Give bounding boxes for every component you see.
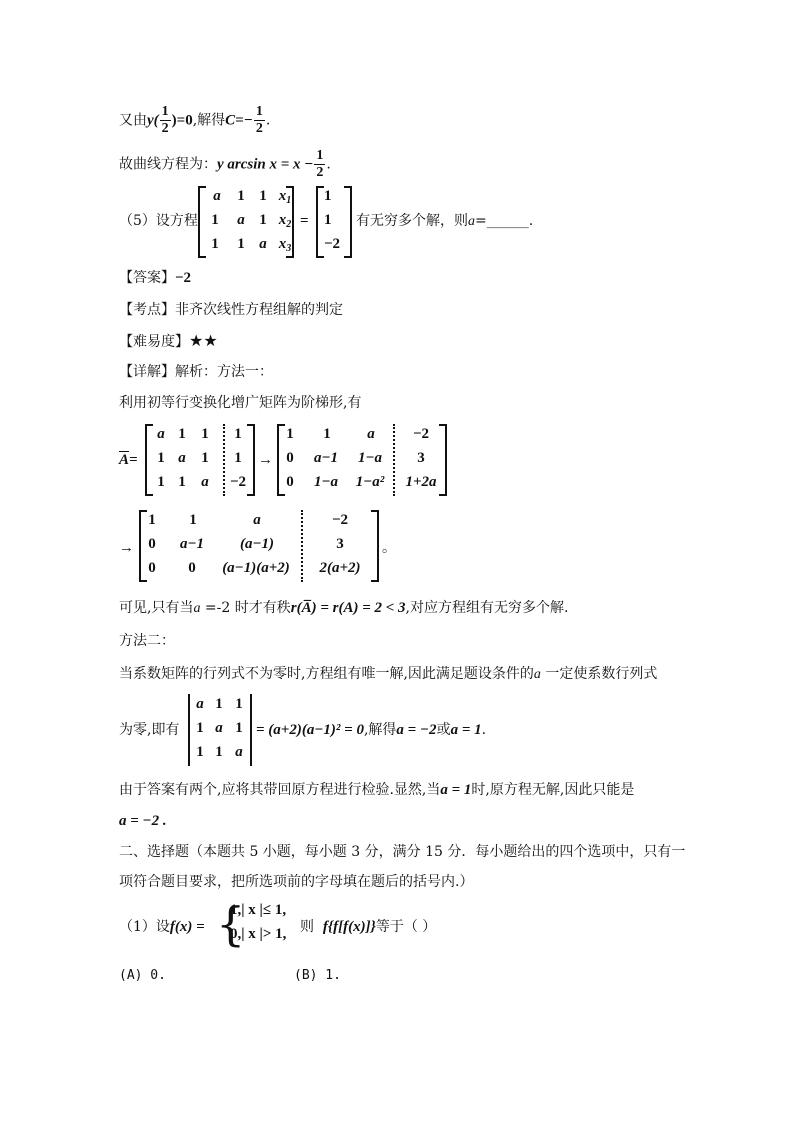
text: 故曲线方程为： bbox=[119, 156, 217, 173]
answer-line: 【答案】−2 bbox=[119, 270, 192, 286]
check-line-2: a = −2 . bbox=[119, 813, 167, 829]
math: y arcsin x = x − bbox=[217, 156, 314, 173]
conclusion-line: 可见,只有当a =-2 时才有秩r(A̅) = r(A) = 2 < 3,对应方程组有无穷多个解. bbox=[119, 600, 569, 616]
math: )=0 bbox=[171, 112, 193, 129]
math: C=− bbox=[225, 112, 253, 129]
option-a: (A) 0. bbox=[119, 968, 166, 983]
option-b: (B) 1. bbox=[294, 968, 341, 983]
x1: $x_1$ bbox=[278, 188, 292, 206]
difficulty-line: 【难易度】★★ bbox=[119, 331, 218, 350]
fraction: $\frac{1}{2}$ bbox=[316, 148, 324, 180]
fraction: $\frac{1}{2}$ bbox=[161, 104, 169, 136]
augmented-A-label: $\overline{A}=$ bbox=[119, 452, 138, 468]
check-line-1: 由于答案有两个,应将其带回原方程进行检验.显然,当a = 1时,原方程无解,因此只能是 bbox=[119, 782, 635, 798]
detail-line: 【详解】解析：方法一： bbox=[119, 364, 273, 380]
text: ,解得 bbox=[192, 112, 226, 129]
x2: $x_2$ bbox=[278, 212, 292, 230]
arrow-icon: → bbox=[119, 540, 134, 556]
q1-line: （1）设f(x) = bbox=[119, 919, 205, 935]
method2-title: 方法二： bbox=[119, 633, 175, 649]
star-icon: ★★ bbox=[189, 331, 218, 350]
det-prefix: 为零,即有 bbox=[119, 722, 180, 738]
q5-suffix: 有无穷多个解，则a=______. bbox=[356, 213, 534, 229]
q5-prefix: （5）设方程 bbox=[119, 213, 198, 229]
augmented-matrix-2: 1 1 a −2 0 a−1 1−a 3 0 1−a 1−a² 1+2a bbox=[277, 424, 447, 496]
arrow-icon: → bbox=[258, 452, 273, 468]
coefficient-matrix: a 1 1 1 a 1 1 1 a $x_1$ $x_2$ $x_3$ bbox=[198, 186, 294, 258]
fraction: $\frac{1}{2}$ bbox=[255, 104, 263, 136]
line-2: 故曲线方程为：y arcsin x = x − $\frac{1}{2}$ . bbox=[119, 148, 331, 180]
x3: $x_3$ bbox=[278, 236, 292, 254]
rhs-vector: 1 1 −2 bbox=[316, 186, 352, 258]
piecewise: { 1,| x |≤ 1, 0,| x |> 1, bbox=[216, 897, 287, 951]
augmented-matrix-1: a 1 1 1 1 a 1 1 1 1 a −2 bbox=[145, 424, 255, 496]
determinant: a 1 1 1 a 1 1 1 a bbox=[188, 694, 252, 766]
q1-tail: 则 f{f[f(x)]}等于（ ） bbox=[300, 919, 437, 935]
line-1: 又由y( $\frac{1}{2}$ )=0,解得C=− $\frac{1}{2}$ . bbox=[119, 104, 271, 136]
step1-text: 利用初等行变换化增广矩阵为阶梯形,有 bbox=[119, 395, 362, 411]
math: y( bbox=[147, 112, 159, 129]
augmented-matrix-3: 1 1 a −2 0 a−1 (a−1) 3 0 0 (a−1)(a+2) 2(a+2) bbox=[139, 510, 379, 582]
method2-text: 当系数矩阵的行列式不为零时,方程组有唯一解,因此满足题设条件的a 一定使系数行列式 bbox=[119, 666, 658, 682]
period: 。 bbox=[382, 540, 396, 556]
kaodian-line: 【考点】非齐次线性方程组解的判定 bbox=[119, 302, 343, 318]
section2-line-1: 二、选择题（本题共 5 小题，每小题 3 分，满分 15 分．每小题给出的四个选项中，只有一 bbox=[119, 844, 686, 860]
text: 又由 bbox=[119, 112, 147, 129]
section2-line-2: 项符合题目要求，把所选项前的字母填在题后的括号内.） bbox=[119, 874, 474, 890]
det-equation: = (a+2)(a−1)² = 0,解得a = −2或a = 1. bbox=[256, 722, 487, 738]
equals-sign: = bbox=[300, 213, 309, 229]
